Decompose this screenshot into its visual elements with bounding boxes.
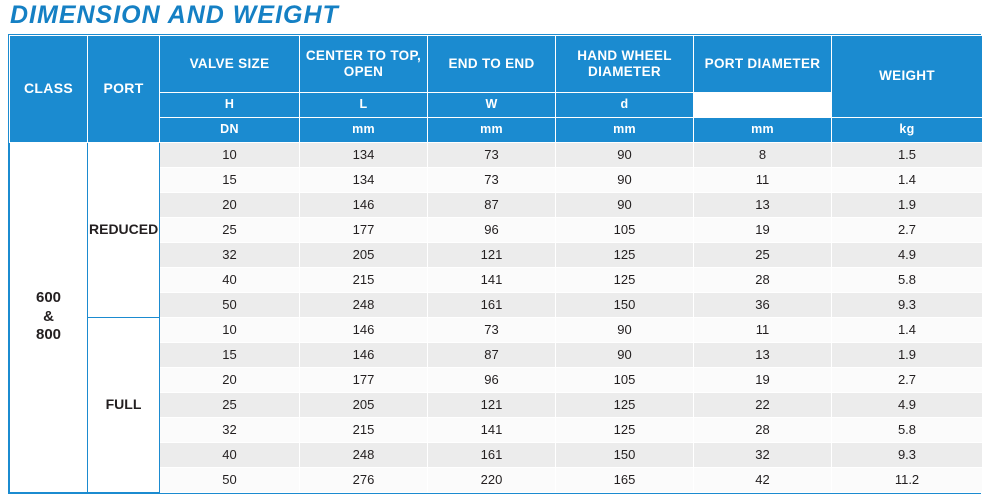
cell-w: 90	[556, 342, 694, 367]
cell-h: 215	[300, 417, 428, 442]
cell-h: 248	[300, 442, 428, 467]
cell-l: 121	[428, 392, 556, 417]
cell-h: 177	[300, 367, 428, 392]
cell-l: 141	[428, 267, 556, 292]
cell-dn: 40	[160, 267, 300, 292]
cell-h: 146	[300, 342, 428, 367]
cell-w: 90	[556, 167, 694, 192]
cell-d: 13	[694, 342, 832, 367]
cell-w: 125	[556, 392, 694, 417]
cell-w: 90	[556, 317, 694, 342]
header-symbol-l: L	[300, 92, 428, 117]
page-title: DIMENSION AND WEIGHT	[10, 1, 339, 29]
header-unit-mm-d: mm	[694, 117, 832, 142]
cell-w: 105	[556, 367, 694, 392]
cell-dn: 32	[160, 242, 300, 267]
cell-l: 141	[428, 417, 556, 442]
header-valve-size: VALVE SIZE	[160, 35, 300, 92]
cell-kg: 5.8	[832, 417, 983, 442]
cell-d: 42	[694, 467, 832, 492]
cell-w: 150	[556, 292, 694, 317]
cell-d: 11	[694, 167, 832, 192]
cell-d: 19	[694, 217, 832, 242]
cell-dn: 10	[160, 142, 300, 167]
cell-kg: 1.9	[832, 342, 983, 367]
cell-kg: 4.9	[832, 392, 983, 417]
cell-kg: 1.5	[832, 142, 983, 167]
header-port: PORT	[88, 35, 160, 142]
cell-kg: 1.4	[832, 167, 983, 192]
cell-kg: 9.3	[832, 292, 983, 317]
cell-dn: 10	[160, 317, 300, 342]
cell-d: 36	[694, 292, 832, 317]
cell-d: 28	[694, 417, 832, 442]
cell-kg: 4.9	[832, 242, 983, 267]
header-unit-mm-h: mm	[300, 117, 428, 142]
cell-h: 134	[300, 167, 428, 192]
cell-dn: 50	[160, 292, 300, 317]
header-unit-dn: DN	[160, 117, 300, 142]
cell-w: 90	[556, 192, 694, 217]
cell-l: 87	[428, 192, 556, 217]
cell-w: 105	[556, 217, 694, 242]
cell-l: 73	[428, 317, 556, 342]
cell-dn: 40	[160, 442, 300, 467]
cell-l: 73	[428, 167, 556, 192]
cell-kg: 5.8	[832, 267, 983, 292]
cell-h: 276	[300, 467, 428, 492]
cell-d: 19	[694, 367, 832, 392]
table-body	[10, 142, 983, 492]
cell-l: 73	[428, 142, 556, 167]
cell-w: 125	[556, 417, 694, 442]
cell-kg: 2.7	[832, 217, 983, 242]
header-unit-kg: kg	[832, 117, 983, 142]
cell-kg: 11.2	[832, 467, 983, 492]
cell-dn: 50	[160, 467, 300, 492]
cell-dn: 20	[160, 367, 300, 392]
cell-w: 125	[556, 242, 694, 267]
table-row	[10, 317, 983, 342]
cell-dn: 15	[160, 342, 300, 367]
table-row	[10, 142, 983, 167]
cell-h: 134	[300, 142, 428, 167]
cell-h: 146	[300, 317, 428, 342]
cell-dn: 20	[160, 192, 300, 217]
header-unit-mm-l: mm	[428, 117, 556, 142]
cell-kg: 1.4	[832, 317, 983, 342]
header-unit-mm-w: mm	[556, 117, 694, 142]
table-wrapper	[8, 34, 981, 494]
cell-kg: 9.3	[832, 442, 983, 467]
cell-d: 8	[694, 142, 832, 167]
cell-h: 205	[300, 392, 428, 417]
dimension-weight-table	[9, 35, 983, 493]
cell-dn: 25	[160, 217, 300, 242]
cell-h: 215	[300, 267, 428, 292]
cell-w: 125	[556, 267, 694, 292]
cell-l: 121	[428, 242, 556, 267]
cell-l: 96	[428, 217, 556, 242]
cell-w: 165	[556, 467, 694, 492]
header-symbol-d: d	[556, 92, 694, 117]
cell-l: 96	[428, 367, 556, 392]
cell-h: 248	[300, 292, 428, 317]
header-symbol-w: W	[428, 92, 556, 117]
header-weight: WEIGHT	[832, 35, 983, 117]
header-center-to-top-open: CENTER TO TOP, OPEN	[300, 35, 428, 92]
cell-port-full: FULL	[88, 317, 160, 492]
header-class: CLASS	[10, 35, 88, 142]
header-port-diameter: PORT DIAMETER	[694, 35, 832, 92]
cell-dn: 15	[160, 167, 300, 192]
cell-kg: 1.9	[832, 192, 983, 217]
table-header	[10, 35, 983, 142]
cell-d: 28	[694, 267, 832, 292]
cell-d: 32	[694, 442, 832, 467]
cell-kg: 2.7	[832, 367, 983, 392]
cell-d: 22	[694, 392, 832, 417]
cell-h: 177	[300, 217, 428, 242]
cell-class: 600 & 800	[10, 142, 88, 492]
cell-d: 25	[694, 242, 832, 267]
cell-d: 11	[694, 317, 832, 342]
cell-l: 87	[428, 342, 556, 367]
cell-w: 90	[556, 142, 694, 167]
cell-h: 146	[300, 192, 428, 217]
header-symbol-h: H	[160, 92, 300, 117]
cell-dn: 25	[160, 392, 300, 417]
cell-l: 161	[428, 442, 556, 467]
cell-w: 150	[556, 442, 694, 467]
cell-h: 205	[300, 242, 428, 267]
header-hand-wheel-diameter: HAND WHEEL DIAMETER	[556, 35, 694, 92]
table-header-row-titles	[10, 35, 983, 92]
header-end-to-end: END TO END	[428, 35, 556, 92]
cell-dn: 32	[160, 417, 300, 442]
cell-port-reduced: REDUCED	[88, 142, 160, 317]
cell-l: 161	[428, 292, 556, 317]
cell-d: 13	[694, 192, 832, 217]
cell-l: 220	[428, 467, 556, 492]
